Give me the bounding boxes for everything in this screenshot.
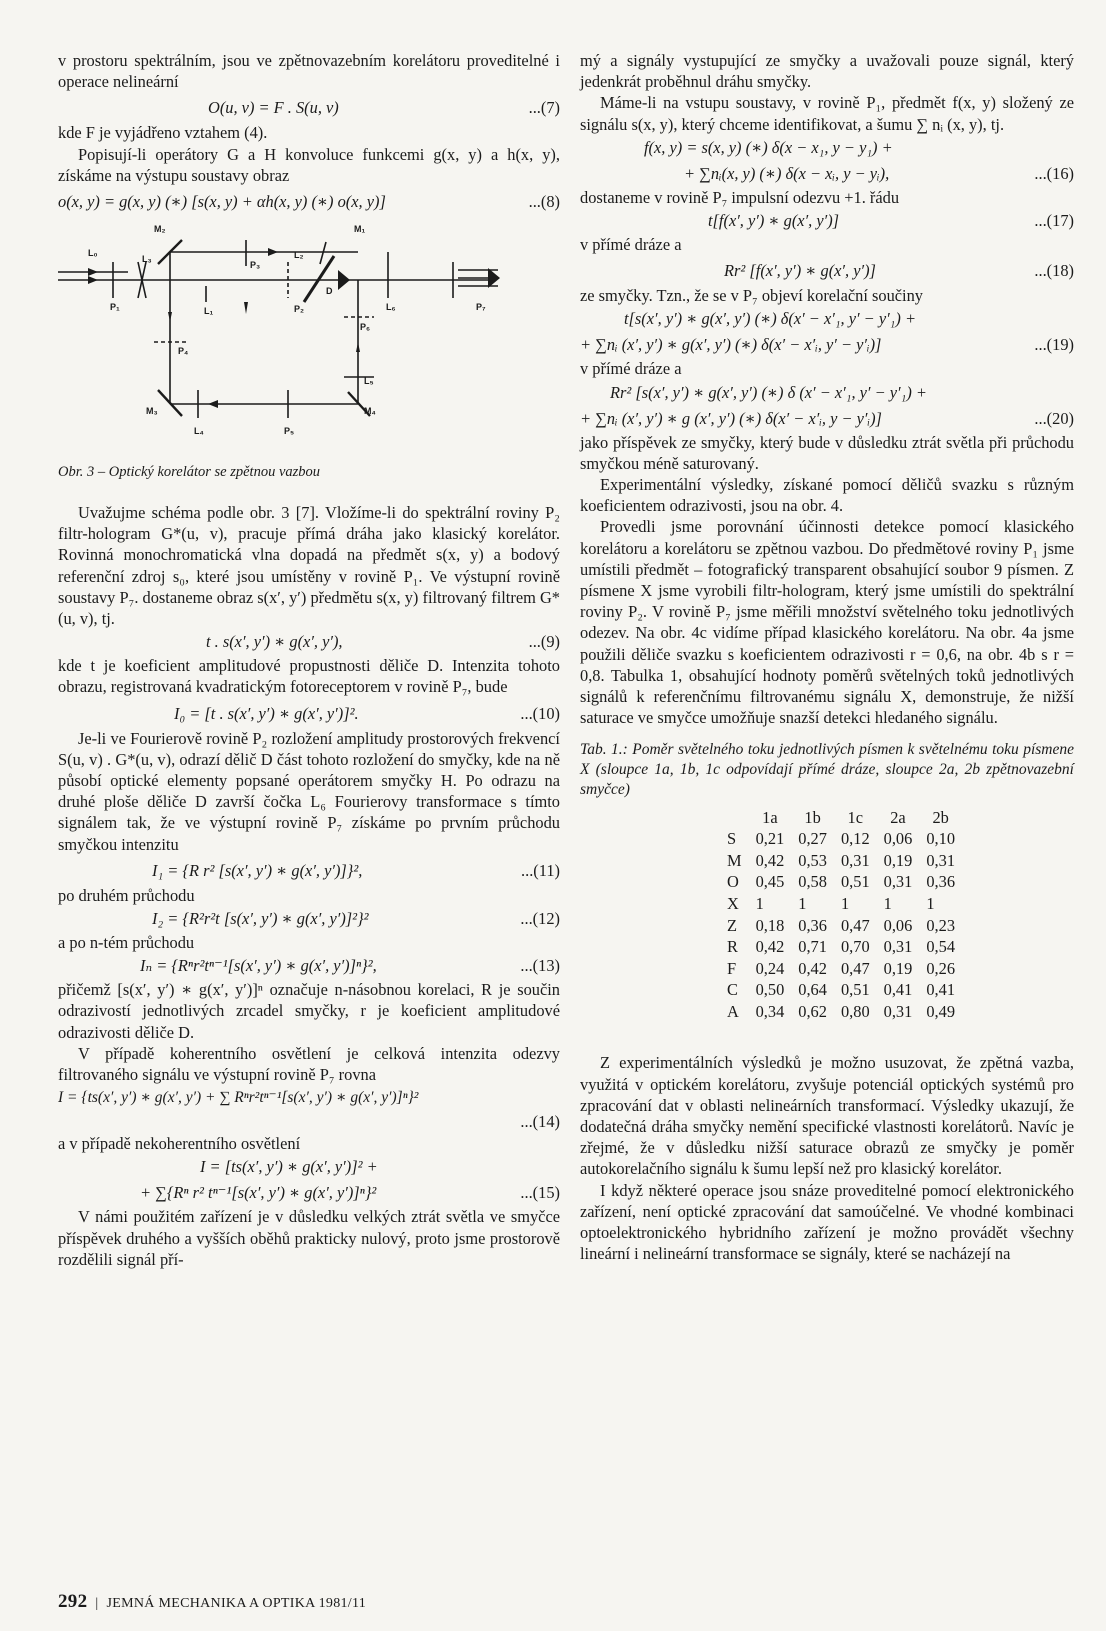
row-letter: A (727, 1002, 739, 1021)
table-cell: 0,53 (798, 850, 827, 870)
table-cell: 0,50 (755, 980, 785, 1000)
page-footer (58, 1591, 366, 1613)
table-cell: 0,71 (798, 937, 827, 957)
table-cell: 0,19 (883, 850, 913, 870)
table-cell: 1 (840, 894, 850, 914)
label-p5: P₅ (284, 426, 295, 437)
equation-text: t . s(x′, y′) ∗ g(x′, y′), (206, 632, 343, 652)
equation-number: ...(19) (1034, 335, 1074, 355)
paragraph: a v případě nekoherentního osvětlení (58, 1134, 301, 1154)
table-header: 2b (932, 807, 949, 827)
table-row (720, 828, 962, 850)
paragraph: Popisují-li operátory G a H konvoluce funkcemi g(x, y) a h(x, y), získáme na výstupu soustavy obraz (58, 144, 560, 185)
paragraph: v prostoru spektrálním, jsou ve zpětnovazebním korelátoru proveditelné i operace nelineární (58, 51, 560, 92)
equation-text: I = [ts(x′, y′) ∗ g(x′, y′)]² + (200, 1157, 378, 1177)
table-header: 2a (890, 807, 906, 827)
table-cell: 0,24 (755, 958, 785, 978)
table-cell: 0,12 (840, 829, 870, 849)
correlator-diagram (58, 222, 560, 462)
left-column (58, 50, 560, 1270)
label-m2: M₂ (154, 224, 166, 235)
label-p6: P₆ (360, 322, 371, 333)
row-letter: M (727, 850, 742, 870)
paragraph: Experimentální výsledky, získané pomocí děličů svazku s různým koeficientem odrazivosti, jsou na obr. 4. (580, 475, 1074, 516)
equation-15b (58, 1180, 560, 1206)
label-l5: L₅ (364, 376, 374, 387)
paragraph: jako příspěvek ze smyčky, který bude v důsledku ztrát světla při průchodu smyčkou méně saturovaný. (580, 432, 1074, 473)
table-cell: 0,31 (883, 937, 913, 957)
equation-19b (580, 332, 1074, 358)
label-l1: L₁ (204, 306, 214, 317)
equation-text: O(u, v) = F . S(u, v) (208, 98, 339, 118)
label-l4: L₄ (194, 426, 204, 437)
table-cell: 0,42 (755, 937, 785, 957)
table-cell: 1 (883, 894, 892, 914)
equation-number: ...(15) (520, 1183, 560, 1203)
table-cell: 0,51 (840, 980, 870, 1000)
label-l0: L₀ (88, 248, 98, 259)
table-cell: 0,19 (883, 958, 913, 978)
equation-15a (58, 1154, 560, 1180)
label-p7: P₇ (476, 302, 486, 313)
equation-number: ...(20) (1034, 408, 1074, 428)
table-cell: 0,23 (926, 915, 956, 935)
row-letter: R (727, 937, 738, 957)
table-row (720, 936, 962, 958)
paragraph: a po n-tém průchodu (58, 933, 195, 953)
figure-caption: Obr. 3 – Optický korelátor se zpětnou vazbou (58, 464, 321, 481)
table-row (720, 979, 962, 1001)
equation-number: ...(18) (1034, 261, 1074, 281)
equation-text: + ∑{Rⁿ r² tⁿ⁻¹[s(x′, y′) ∗ g(x′, y′)]ⁿ}² (140, 1183, 377, 1203)
row-letter: S (727, 829, 737, 849)
table-header: 1c (847, 807, 864, 827)
equation-text: I₀ = [t . s(x′, y′) ∗ g(x′, y′)]². (174, 703, 359, 723)
table-cell: 0,51 (840, 872, 870, 892)
table-header (720, 806, 749, 828)
paragraph: dostaneme v rovině P₇ impulsní odezvu +1. řádu (580, 187, 900, 207)
table-cell: 0,18 (755, 915, 785, 935)
table-cell: 1 (755, 894, 764, 914)
table-header: 1b (804, 807, 821, 827)
equation-number: ...(16) (1034, 163, 1074, 183)
equation-16a (580, 135, 1074, 161)
equation-12 (58, 906, 560, 932)
table-cell: 0,54 (926, 937, 956, 957)
table-cell: 0,47 (840, 958, 870, 978)
table-cell: 0,41 (883, 980, 913, 1000)
equation-8 (58, 186, 560, 216)
equation-19a (580, 306, 1074, 332)
table-cell: 0,26 (926, 958, 956, 978)
equation-text: t[f(x′, y′) ∗ g(x′, y′)] (708, 211, 840, 231)
paragraph: I když některé operace jsou snáze proveditelné pomocí elektronického zařízení, není optické zpracování dat samoúčelné. Ve vhodné kombinaci optoelektronického hybridního zařízení je možno provádět všechny lineární i nelineární transformace se signály, které se nacházejí na (580, 1180, 1074, 1264)
label-m3: M₃ (146, 406, 158, 417)
paragraph: v přímé dráze a (580, 235, 682, 255)
table-row (720, 850, 962, 872)
equation-text: Iₙ = {Rⁿr²tⁿ⁻¹[s(x′, y′) ∗ g(x′, y′)]ⁿ}², (140, 956, 377, 976)
table-cell: 0,31 (840, 850, 870, 870)
equation-number: ...(9) (528, 632, 560, 652)
paragraph: přičemž [s(x′, y′) ∗ g(x′, y′)]ⁿ označuje n-násobnou korelaci, R je součin odrazivostí jednotlivých zrcadel smyčky, r je koeficient amplitudové odrazivosti děliče D. (58, 980, 560, 1042)
paragraph: v přímé dráze a (580, 359, 682, 379)
equation-number: ...(10) (520, 703, 560, 723)
equation-text: I₁ = {R r² [s(x′, y′) ∗ g(x′, y′)]}², (152, 860, 363, 880)
table-caption: Tab. 1.: Poměr světelného toku jednotlivých písmen k světelnému toku písmene X (sloupce 1a, 1b, 1c odpovídají přímé dráze, sloupce 2a, 2b zpětnovazební smyčce) (580, 741, 1074, 799)
equation-text: Rr² [f(x′, y′) ∗ g(x′, y′)] (724, 261, 876, 281)
paragraph: V námi použitém zařízení je v důsledku velkých ztrát světla ve smyčce příspěvek druhého a vyšších oběhů prakticky nulový, proto jsme prostorově rozdělili signál pří- (58, 1207, 560, 1269)
table-row (720, 893, 962, 915)
table-cell: 0,06 (883, 829, 913, 849)
paragraph: kde t je koeficient amplitudové propustnosti děliče D. Intenzita tohoto obrazu, registrovaná kvadratickým fotoreceptorem v rovině P₇, bude (58, 656, 560, 697)
label-d: D (326, 286, 333, 297)
equation-number: ...(8) (528, 192, 560, 212)
table-row (720, 1001, 962, 1023)
table-cell: 1 (798, 894, 807, 914)
equation-11 (58, 855, 560, 885)
equation-text: f(x, y) = s(x, y) (∗) δ(x − x₁, y − y₁) + (644, 137, 893, 157)
equation-text: + ∑nᵢ (x′, y′) ∗ g (x′, y′) (∗) δ(x′ − x′ᵢ, y − y′ᵢ)] (580, 408, 882, 428)
row-letter: O (727, 872, 739, 892)
label-p2: P₂ (294, 304, 305, 315)
equation-text: Rr² [s(x′, y′) ∗ g(x′, y′) (∗) δ (x′ − x′₁, y′ − y′₁) + (610, 382, 927, 402)
row-letter: Z (727, 915, 738, 935)
table-cell: 0,80 (840, 1002, 870, 1021)
table-cell: 0,31 (883, 872, 913, 892)
label-p3: P₃ (250, 260, 261, 271)
equation-9 (58, 629, 560, 655)
table-cell: 0,49 (926, 1002, 956, 1021)
equation-text: I = {ts(x′, y′) ∗ g(x′, y′) + ∑ Rⁿr²tⁿ⁻¹[s(x′, y′) ∗ g(x′, y′)]ⁿ}² (58, 1089, 419, 1107)
paragraph: mý a signály vystupující ze smyčky a uvažovali pouze signál, který jedenkrát proběhnul dráhu smyčky. (580, 51, 1074, 92)
table-cell: 0,34 (755, 1002, 785, 1021)
label-p4: P₄ (178, 346, 189, 357)
equation-number: ...(14) (520, 1112, 560, 1132)
table-header: 1a (762, 807, 778, 827)
table-cell: 0,64 (798, 980, 827, 1000)
table-cell: 0,42 (798, 958, 827, 978)
table-cell: 0,62 (798, 1002, 827, 1021)
paragraph: V případě koherentního osvětlení je celková intenzita odezvy filtrovaného signálu ve výstupní rovině P₇ rovna (58, 1043, 560, 1085)
table-cell: 0,70 (840, 937, 870, 957)
equation-10 (58, 698, 560, 728)
equation-text: + ∑nᵢ(x, y) (∗) δ(x − xᵢ, y − yᵢ), (684, 163, 890, 183)
footer-divider: | (95, 1596, 99, 1611)
right-column (580, 50, 1074, 1264)
paragraph: Je-li ve Fourierově rovině P₂ rozložení amplitudy prostorových frekvencí S(u, v) . G*(u, v), odrazí dělič D část tohoto rozložení do smyčky, kde na ně působí optické elementy popsané operátorem smyčky H. Po odrazu na druhé ploše děliče D završí čočka L₆ Fourierovy transformace s tímto signálem tak, že ve výstupní rovině P₇ získáme po prvním průchodu smyčkou intenzitu (58, 728, 560, 854)
table-row (720, 914, 962, 936)
label-l2: L₂ (294, 250, 304, 261)
equation-14 (58, 1085, 560, 1111)
paragraph: kde F je vyjádřeno vztahem (4). (58, 123, 268, 143)
equation-text: + ∑nᵢ (x′, y′) ∗ g(x′, y′) (∗) δ(x′ − x′ᵢ, y′ − y′ᵢ)] (580, 335, 882, 355)
equation-13 (58, 953, 560, 979)
table-cell: 0,47 (840, 915, 870, 935)
row-letter: F (727, 958, 737, 978)
table-cell: 0,21 (755, 829, 785, 849)
equation-number: ...(17) (1034, 211, 1074, 231)
equation-16b (580, 161, 1074, 187)
equation-number: ...(12) (520, 909, 560, 929)
table-body (720, 828, 962, 1022)
table-cell: 0,36 (926, 872, 956, 892)
table-cell: 0,27 (798, 829, 827, 849)
paragraph: Provedli jsme porovnání účinnosti detekce pomocí klasického korelátoru a korelátoru se zpětnou vazbou. Do předmětové roviny P₁ jsme umístili předmět – fotografický transparent obsahující soubor 9 písmen. Z písmene X jsme vyrobili filtr-hologram, který jsme umístili do spektrální roviny P₂. V rovině P₇ jsme měřili množství světelného toku jednotlivých odezev. Na obr. 4c vidíme případ klasického korelátoru. Na obr. 4a jsme použili děliče svazku s koeficientem odrazivosti r = 0,6, na obr. 4b s r = 0,8. Tabulka 1, obsahující hodnoty poměrů světelných toků jednotlivých signálů k referenčnímu filtrovanému signálu X, demonstruje, že nižší saturace ve smyčce umožňuje snazší detekci hledaného signálu. (580, 517, 1074, 728)
table-cell: 0,58 (798, 872, 827, 892)
table-cell: 0,31 (883, 1002, 913, 1021)
table-cell: 0,42 (755, 850, 785, 870)
table-cell: 0,10 (926, 829, 956, 849)
results-table (720, 806, 962, 1022)
paragraph: ze smyčky. Tzn., že se v P₇ objeví korelační součiny (580, 286, 923, 306)
table-cell: 0,45 (755, 872, 785, 892)
paragraph: Z experimentálních výsledků je možno usuzovat, že zpětná vazba, využitá v optickém korelátoru, zvyšuje potenciál optických systémů pro zpracování dat v oblasti nelineárních transformací. Výsledky ukazují, že dodatečná dráha smyčky nemění specifické vlastnosti korelátorů. Navíc je zřejmé, že v důsledku nižší saturace obrazů ze smyčky je poměr autokorelačního signálu k šumu lepší než pro klasický korelátor. (580, 1053, 1074, 1179)
table-cell: 0,41 (926, 980, 956, 1000)
equation-text: I₂ = {R²r²t [s(x′, y′) ∗ g(x′, y′)]²}² (152, 909, 369, 929)
optical-correlator-figure (58, 222, 560, 462)
paragraph: po druhém průchodu (58, 885, 195, 905)
table-row (720, 958, 962, 980)
row-letter: X (727, 894, 739, 914)
table-cell: 0,31 (926, 850, 956, 870)
label-l3: L₃ (142, 254, 152, 265)
label-m1: M₁ (354, 224, 366, 235)
table-row (720, 871, 962, 893)
table-header-row (720, 806, 962, 828)
journal-name: JEMNÁ MECHANIKA A OPTIKA 1981/11 (106, 1596, 367, 1611)
paragraph: Máme-li na vstupu soustavy, v rovině P₁, předmět f(x, y) složený ze signálu s(x, y), který chceme identifikovat, a šumu ∑ nᵢ (x, y), tj. (580, 93, 1074, 134)
equation-number: ...(11) (521, 860, 560, 880)
label-m4: M₄ (364, 406, 376, 417)
equation-number: ...(7) (528, 98, 560, 118)
paragraph: Uvažujme schéma podle obr. 3 [7]. Vložíme-li do spektrální roviny P₂ filtr-hologram G*(u, v), pracuje přímá dráha jako klasický korelátor. Rovinná monochromatická vlna dopadá na předmět s(x, y) a bodový referenční zdroj s₀, které jsou umístěny v rovině P₁. Ve výstupní rovině soustavy P₇. dostaneme obraz s(x′, y′) předmětu s(x, y) filtrovaný filtrem G*(u, v), tj. (58, 503, 560, 629)
equation-18 (580, 255, 1074, 285)
table-cell: 1 (926, 894, 935, 914)
label-l6: L₆ (386, 302, 396, 313)
equation-number: ...(13) (520, 956, 560, 976)
equation-20a (580, 380, 1074, 406)
row-letter: C (727, 980, 738, 1000)
equation-text: o(x, y) = g(x, y) (∗) [s(x, y) + αh(x, y) (∗) o(x, y)] (58, 192, 386, 212)
table-cell: 0,36 (798, 915, 827, 935)
page-number: 292 (58, 1591, 88, 1612)
equation-17 (580, 208, 1074, 234)
equation-14-number-row (58, 1111, 560, 1133)
label-p1: P₁ (110, 302, 120, 313)
equation-20b (580, 406, 1074, 432)
equation-text: t[s(x′, y′) ∗ g(x′, y′) (∗) δ(x′ − x′₁, y′ − y′₁) + (624, 309, 916, 329)
equation-7 (58, 92, 560, 122)
table-cell: 0,06 (883, 915, 913, 935)
